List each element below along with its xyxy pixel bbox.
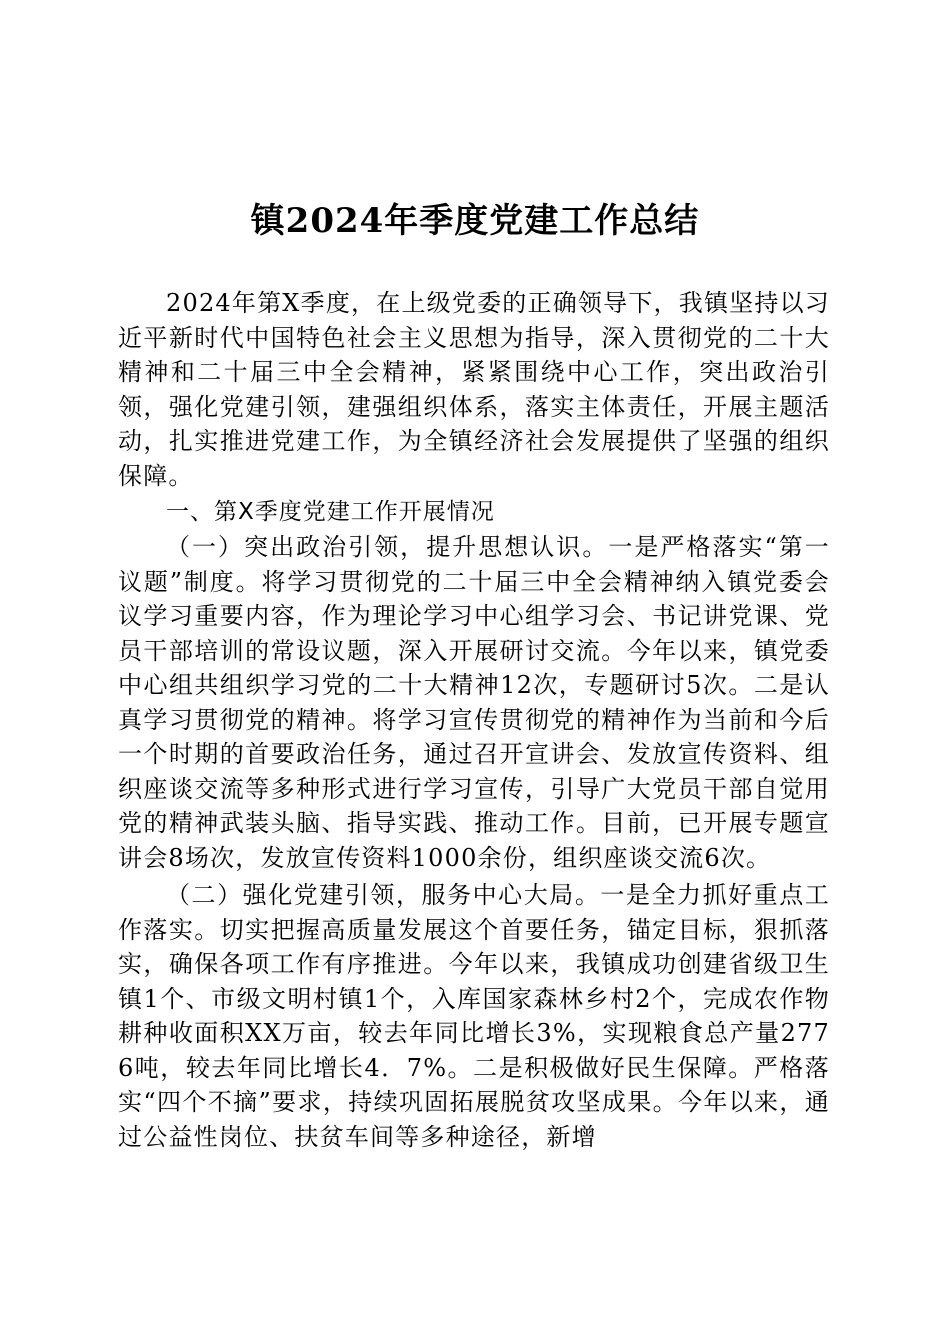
section-2-paragraph	[118, 878, 830, 1154]
document-body	[118, 286, 830, 1154]
section-heading-1: 一、第X季度党建工作开展情况	[166, 499, 495, 525]
intro-paragraph: 2024年第X季度，在上级党委的正确领导下，我镇坚持以习近平新时代中国特色社会主义思想为指导，深入贯彻党的二十大精神和二十届三中全会精神，紧紧围绕中心工作，突出政治引领，强化党建引领，建强组织体系，落实主体责任，开展主题活动，扎实推进党建工作，为全镇经济社会发展提供了坚强的组织保障。	[118, 289, 830, 490]
section-1-lead: （一）突出政治引领，提升思想认识。	[166, 533, 609, 561]
document-title: 镇2024年季度党建工作总结	[250, 201, 700, 241]
section-1-text: 一是严格落实“第一议题”制度。将学习贯彻党的二十届三中全会精神纳入镇党委会议学习重要内容，作为理论学习中心组学习会、书记讲党课、党员干部培训的常设议题，深入开展研讨交流。今年以来，镇党委中心组共组织学习党的二十大精神12次，专题研讨5次。二是认真学习贯彻党的精神。将学习宣传贯彻党的精神作为当前和今后一个时期的首要政治任务，通过召开宣讲会、发放宣传资料、组织座谈交流等多种形式进行学习宣传，引导广大党员干部自觉用党的精神武装头脑、指导实践、推动工作。目前，已开展专题宣讲会8场次，发放宣传资料1000余份，组织座谈交流6次。	[118, 533, 830, 872]
section-2-lead: （二）强化党建引领，服务中心大局。	[166, 881, 601, 909]
section-1-paragraph	[118, 530, 830, 875]
section-2-text: 一是全力抓好重点工作落实。切实把握高质量发展这个首要任务，锚定目标，狠抓落实，确保各项工作有序推进。今年以来，我镇成功创建省级卫生镇1个、市级文明村镇1个，入库国家森林乡村2个，完成农作物耕种收面积XX万亩，较去年同比增长3%，实现粮食总产量2776吨，较去年同比增长4．7%。二是积极做好民生保障。严格落实“四个不摘”要求，持续巩固拓展脱贫攻坚成果。今年以来，通过公益性岗位、扶贫车间等多种途径，新增	[118, 881, 830, 1151]
